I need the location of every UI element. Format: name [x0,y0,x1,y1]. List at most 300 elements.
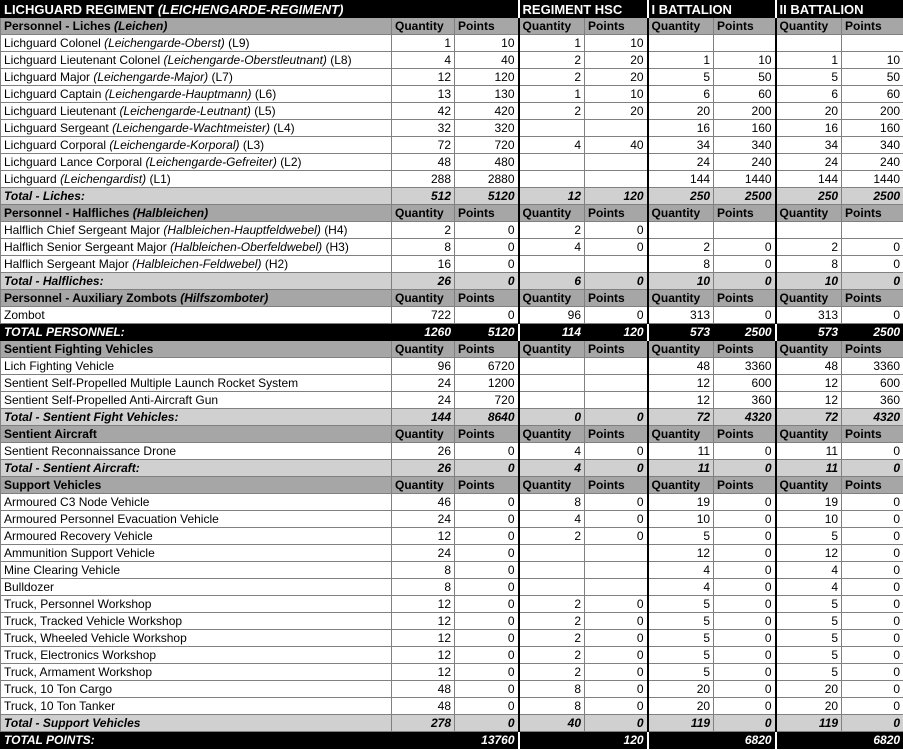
quantity-cell: 24 [776,154,842,171]
points-cell: 0 [842,239,903,256]
total-points-value: 6820 [648,732,776,749]
quantity-cell: 12 [392,528,455,545]
group-header-hsc: REGIMENT HSC [519,1,648,18]
quantity-cell: 19 [776,494,842,511]
table-row [1,647,903,664]
quantity-header: Quantity [648,290,714,307]
points-cell: 0 [455,715,519,732]
section-header [1,18,903,35]
quantity-cell: 2 [776,239,842,256]
table-row [1,443,903,460]
points-cell: 0 [585,239,648,256]
points-cell: 0 [842,630,903,647]
points-header: Points [842,477,903,494]
quantity-cell: 24 [392,392,455,409]
quantity-cell: 4 [776,562,842,579]
quantity-cell: 2 [519,103,585,120]
points-cell: 720 [455,392,519,409]
points-cell: 0 [455,613,519,630]
row-label: Truck, Personnel Workshop [1,596,392,613]
quantity-cell [519,545,585,562]
quantity-header: Quantity [392,18,455,35]
quantity-cell: 5 [648,596,714,613]
points-cell: 5120 [455,188,519,205]
quantity-cell: 1 [519,35,585,52]
points-cell: 40 [455,52,519,69]
table-row [1,579,903,596]
quantity-cell: 34 [648,137,714,154]
quantity-cell: 2 [519,630,585,647]
quantity-header: Quantity [648,341,714,358]
total-points-value: 13760 [392,732,519,749]
table-row [1,375,903,392]
points-cell: 0 [714,579,776,596]
table-row [1,171,903,188]
section-title: Personnel - Halfliches (Halbleichen) [1,205,392,222]
quantity-header: Quantity [776,18,842,35]
section-title: Sentient Fighting Vehicles [1,341,392,358]
quantity-cell: 2 [519,596,585,613]
quantity-cell: 5 [648,613,714,630]
quantity-cell: 8 [648,256,714,273]
points-cell: 240 [714,154,776,171]
points-cell: 600 [714,375,776,392]
points-cell: 0 [585,443,648,460]
quantity-cell: 24 [392,511,455,528]
quantity-cell: 20 [776,698,842,715]
points-cell: 10 [455,35,519,52]
table-row [1,664,903,681]
points-cell: 0 [842,460,903,477]
table-row [1,103,903,120]
quantity-cell: 119 [648,715,714,732]
table-row [1,528,903,545]
quantity-cell: 4 [648,579,714,596]
points-cell: 0 [714,307,776,324]
quantity-cell [519,392,585,409]
row-label: Halflich Senior Sergeant Major (Halbleichen-Oberfeldwebel) (H3) [1,239,392,256]
row-label: Lichguard Major (Leichengarde-Major) (L7) [1,69,392,86]
quantity-header: Quantity [392,205,455,222]
quantity-cell [648,35,714,52]
quantity-cell [519,579,585,596]
quantity-cell: 2 [519,613,585,630]
group-header-i-battalion: I BATTALION [648,1,776,18]
points-cell: 340 [842,137,903,154]
points-cell: 0 [842,613,903,630]
quantity-cell: 5 [776,69,842,86]
quantity-cell: 144 [648,171,714,188]
quantity-header: Quantity [648,426,714,443]
points-cell: 0 [585,596,648,613]
points-cell: 0 [714,698,776,715]
quantity-cell [519,120,585,137]
points-cell: 3360 [842,358,903,375]
total-row [1,324,903,341]
points-cell: 0 [455,494,519,511]
row-label: Lichguard Colonel (Leichengarde-Oberst) (L9) [1,35,392,52]
points-cell: 0 [714,613,776,630]
points-cell: 0 [842,681,903,698]
quantity-cell: 5 [776,613,842,630]
quantity-cell: 4 [392,52,455,69]
quantity-cell: 250 [648,188,714,205]
points-cell: 0 [842,562,903,579]
quantity-header: Quantity [519,18,585,35]
row-label: Ammunition Support Vehicle [1,545,392,562]
points-cell: 0 [842,545,903,562]
quantity-cell: 96 [519,307,585,324]
points-cell: 0 [714,511,776,528]
quantity-cell: 96 [392,358,455,375]
row-label: Halflich Chief Sergeant Major (Halbleichen-Hauptfeldwebel) (H4) [1,222,392,239]
quantity-cell: 26 [392,273,455,290]
points-cell: 0 [455,630,519,647]
quantity-cell: 40 [519,715,585,732]
points-cell: 0 [714,256,776,273]
points-cell: 0 [842,698,903,715]
quantity-cell: 1 [776,52,842,69]
quantity-cell: 114 [519,324,585,341]
quantity-cell: 8 [519,698,585,715]
points-cell: 0 [455,222,519,239]
points-cell: 4320 [842,409,903,426]
row-label: Total - Liches: [1,188,392,205]
section-title: Support Vehicles [1,477,392,494]
quantity-cell: 12 [392,647,455,664]
table-row [1,681,903,698]
row-label: Total - Halfliches: [1,273,392,290]
table-row [1,392,903,409]
quantity-cell: 12 [648,545,714,562]
points-cell: 0 [714,681,776,698]
quantity-cell: 4 [519,239,585,256]
points-header: Points [455,290,519,307]
quantity-cell: 26 [392,460,455,477]
points-cell: 1200 [455,375,519,392]
points-cell: 2500 [842,324,903,341]
quantity-cell: 12 [648,375,714,392]
points-cell: 0 [585,647,648,664]
points-cell: 0 [455,698,519,715]
quantity-cell: 144 [776,171,842,188]
points-cell: 240 [842,154,903,171]
quantity-cell: 2 [519,664,585,681]
group-header-ii-battalion: II BATTALION [776,1,903,18]
points-cell: 720 [455,137,519,154]
points-cell: 3360 [714,358,776,375]
quantity-cell: 313 [648,307,714,324]
points-cell: 10 [585,35,648,52]
points-header: Points [714,205,776,222]
quantity-cell: 10 [776,511,842,528]
points-cell: 1440 [714,171,776,188]
points-cell: 0 [842,715,903,732]
quantity-cell: 12 [519,188,585,205]
quantity-cell: 2 [519,528,585,545]
points-header: Points [714,290,776,307]
quantity-header: Quantity [648,477,714,494]
points-cell: 0 [585,715,648,732]
points-cell: 50 [842,69,903,86]
row-label: Bulldozer [1,579,392,596]
points-cell: 60 [714,86,776,103]
points-cell: 0 [455,545,519,562]
points-cell [842,222,903,239]
row-label: Total - Support Vehicles [1,715,392,732]
total-row [1,715,903,732]
points-cell: 0 [455,256,519,273]
quantity-cell: 48 [392,681,455,698]
points-cell [585,256,648,273]
quantity-cell: 12 [392,613,455,630]
quantity-cell: 144 [392,409,455,426]
quantity-cell: 26 [392,443,455,460]
points-cell: 0 [585,528,648,545]
quantity-cell: 6 [776,86,842,103]
quantity-cell: 12 [776,392,842,409]
points-cell: 200 [842,103,903,120]
points-header: Points [842,290,903,307]
points-cell: 0 [455,562,519,579]
points-cell: 0 [842,647,903,664]
points-cell: 50 [714,69,776,86]
row-label: TOTAL POINTS: [1,732,392,749]
points-cell: 0 [714,562,776,579]
quantity-cell [519,562,585,579]
quantity-cell: 4 [519,443,585,460]
quantity-cell: 48 [392,698,455,715]
points-cell [585,120,648,137]
table-row [1,154,903,171]
row-label: Truck, 10 Ton Cargo [1,681,392,698]
row-label: Lichguard (Leichengardist) (L1) [1,171,392,188]
points-header: Points [585,426,648,443]
quantity-cell: 250 [776,188,842,205]
quantity-cell: 12 [392,69,455,86]
points-cell: 0 [455,273,519,290]
quantity-header: Quantity [519,205,585,222]
points-cell: 8640 [455,409,519,426]
row-label: Lichguard Captain (Leichengarde-Hauptmann) (L6) [1,86,392,103]
points-cell: 0 [585,273,648,290]
section-header [1,426,903,443]
points-cell: 0 [842,579,903,596]
section-header [1,341,903,358]
quantity-cell: 12 [648,392,714,409]
points-cell [585,579,648,596]
row-label: Mine Clearing Vehicle [1,562,392,579]
points-cell: 0 [455,443,519,460]
section-title: Personnel - Auxiliary Zombots (Hilfszomboter) [1,290,392,307]
quantity-cell: 5 [776,528,842,545]
points-cell: 0 [585,613,648,630]
quantity-cell: 24 [648,154,714,171]
points-cell: 0 [714,239,776,256]
quantity-cell [519,154,585,171]
points-cell: 0 [842,528,903,545]
points-cell: 10 [842,52,903,69]
table-row [1,545,903,562]
section-header [1,290,903,307]
points-cell: 0 [714,273,776,290]
points-cell: 130 [455,86,519,103]
points-cell: 0 [455,239,519,256]
row-label: Armoured Personnel Evacuation Vehicle [1,511,392,528]
row-label: Lichguard Corporal (Leichengarde-Korporal) (L3) [1,137,392,154]
points-cell: 5120 [455,324,519,341]
table-row [1,239,903,256]
points-cell: 0 [585,664,648,681]
row-label: Sentient Self-Propelled Multiple Launch Rocket System [1,375,392,392]
quantity-cell: 119 [776,715,842,732]
quantity-cell: 5 [648,528,714,545]
quantity-cell: 4 [519,511,585,528]
quantity-cell: 11 [776,460,842,477]
points-cell [714,35,776,52]
row-label: Sentient Self-Propelled Anti-Aircraft Gun [1,392,392,409]
points-cell: 420 [455,103,519,120]
row-label: Total - Sentient Fight Vehicles: [1,409,392,426]
points-cell: 0 [714,494,776,511]
points-cell: 0 [842,511,903,528]
points-cell: 0 [455,460,519,477]
quantity-header: Quantity [776,477,842,494]
points-cell: 0 [714,596,776,613]
quantity-cell: 12 [776,375,842,392]
quantity-cell: 573 [648,324,714,341]
points-cell: 6720 [455,358,519,375]
points-header: Points [714,18,776,35]
quantity-cell: 32 [392,120,455,137]
quantity-cell: 8 [392,579,455,596]
quantity-cell: 6 [648,86,714,103]
quantity-cell: 8 [519,681,585,698]
row-label: Truck, 10 Ton Tanker [1,698,392,715]
section-title: Sentient Aircraft [1,426,392,443]
points-header: Points [455,426,519,443]
quantity-cell: 5 [648,664,714,681]
total-row [1,188,903,205]
table-row [1,494,903,511]
quantity-cell: 573 [776,324,842,341]
points-cell: 0 [585,494,648,511]
quantity-cell: 46 [392,494,455,511]
quantity-cell: 10 [776,273,842,290]
row-label: Lichguard Lieutenant Colonel (Leichengarde-Oberstleutnant) (L8) [1,52,392,69]
points-cell [585,392,648,409]
points-cell: 160 [714,120,776,137]
table-row [1,222,903,239]
quantity-cell: 42 [392,103,455,120]
quantity-cell: 4 [776,579,842,596]
points-header: Points [585,205,648,222]
quantity-cell: 4 [519,460,585,477]
quantity-header: Quantity [392,290,455,307]
quantity-cell: 2 [519,69,585,86]
points-cell: 0 [455,528,519,545]
quantity-cell: 278 [392,715,455,732]
points-header: Points [455,341,519,358]
points-cell: 0 [585,630,648,647]
points-cell: 0 [455,307,519,324]
quantity-header: Quantity [519,426,585,443]
table-row [1,698,903,715]
row-label: Truck, Electronics Workshop [1,647,392,664]
points-cell: 40 [585,137,648,154]
table-row [1,256,903,273]
points-header: Points [585,477,648,494]
points-cell: 0 [585,222,648,239]
row-label: Halflich Sergeant Major (Halbleichen-Feldwebel) (H2) [1,256,392,273]
points-header: Points [842,426,903,443]
quantity-cell: 12 [392,596,455,613]
points-cell: 0 [455,579,519,596]
quantity-cell: 8 [776,256,842,273]
points-header: Points [714,477,776,494]
row-label: Truck, Wheeled Vehicle Workshop [1,630,392,647]
quantity-cell: 13 [392,86,455,103]
quantity-cell: 16 [776,120,842,137]
points-cell: 0 [585,511,648,528]
quantity-cell: 8 [519,494,585,511]
points-cell: 0 [714,647,776,664]
quantity-cell: 5 [648,630,714,647]
quantity-cell: 2 [648,239,714,256]
quantity-cell: 1 [648,52,714,69]
points-cell: 120 [455,69,519,86]
row-label: Armoured C3 Node Vehicle [1,494,392,511]
quantity-cell: 2 [519,647,585,664]
points-cell: 20 [585,52,648,69]
quantity-cell: 2 [519,222,585,239]
quantity-cell: 1 [392,35,455,52]
quantity-cell: 24 [392,545,455,562]
quantity-header: Quantity [776,290,842,307]
row-label: Lichguard Lance Corporal (Leichengarde-Gefreiter) (L2) [1,154,392,171]
quantity-header: Quantity [648,18,714,35]
points-cell: 0 [585,681,648,698]
points-cell: 4320 [714,409,776,426]
points-cell: 0 [455,596,519,613]
quantity-cell: 48 [392,154,455,171]
quantity-cell [648,222,714,239]
quantity-cell: 24 [392,375,455,392]
total-points-value: 120 [519,732,648,749]
quantity-cell: 16 [648,120,714,137]
quantity-cell: 11 [648,460,714,477]
table-row [1,358,903,375]
quantity-cell: 5 [776,664,842,681]
points-cell: 20 [585,69,648,86]
table-row [1,69,903,86]
points-cell: 1440 [842,171,903,188]
quantity-cell [519,375,585,392]
points-header: Points [455,477,519,494]
quantity-header: Quantity [392,341,455,358]
points-cell: 0 [842,256,903,273]
quantity-cell [776,35,842,52]
points-cell: 0 [585,307,648,324]
points-cell: 600 [842,375,903,392]
quantity-cell: 20 [776,103,842,120]
quantity-cell: 313 [776,307,842,324]
title-row [1,1,903,18]
points-cell: 0 [714,460,776,477]
quantity-cell [519,358,585,375]
quantity-cell: 12 [392,664,455,681]
quantity-cell: 10 [648,273,714,290]
